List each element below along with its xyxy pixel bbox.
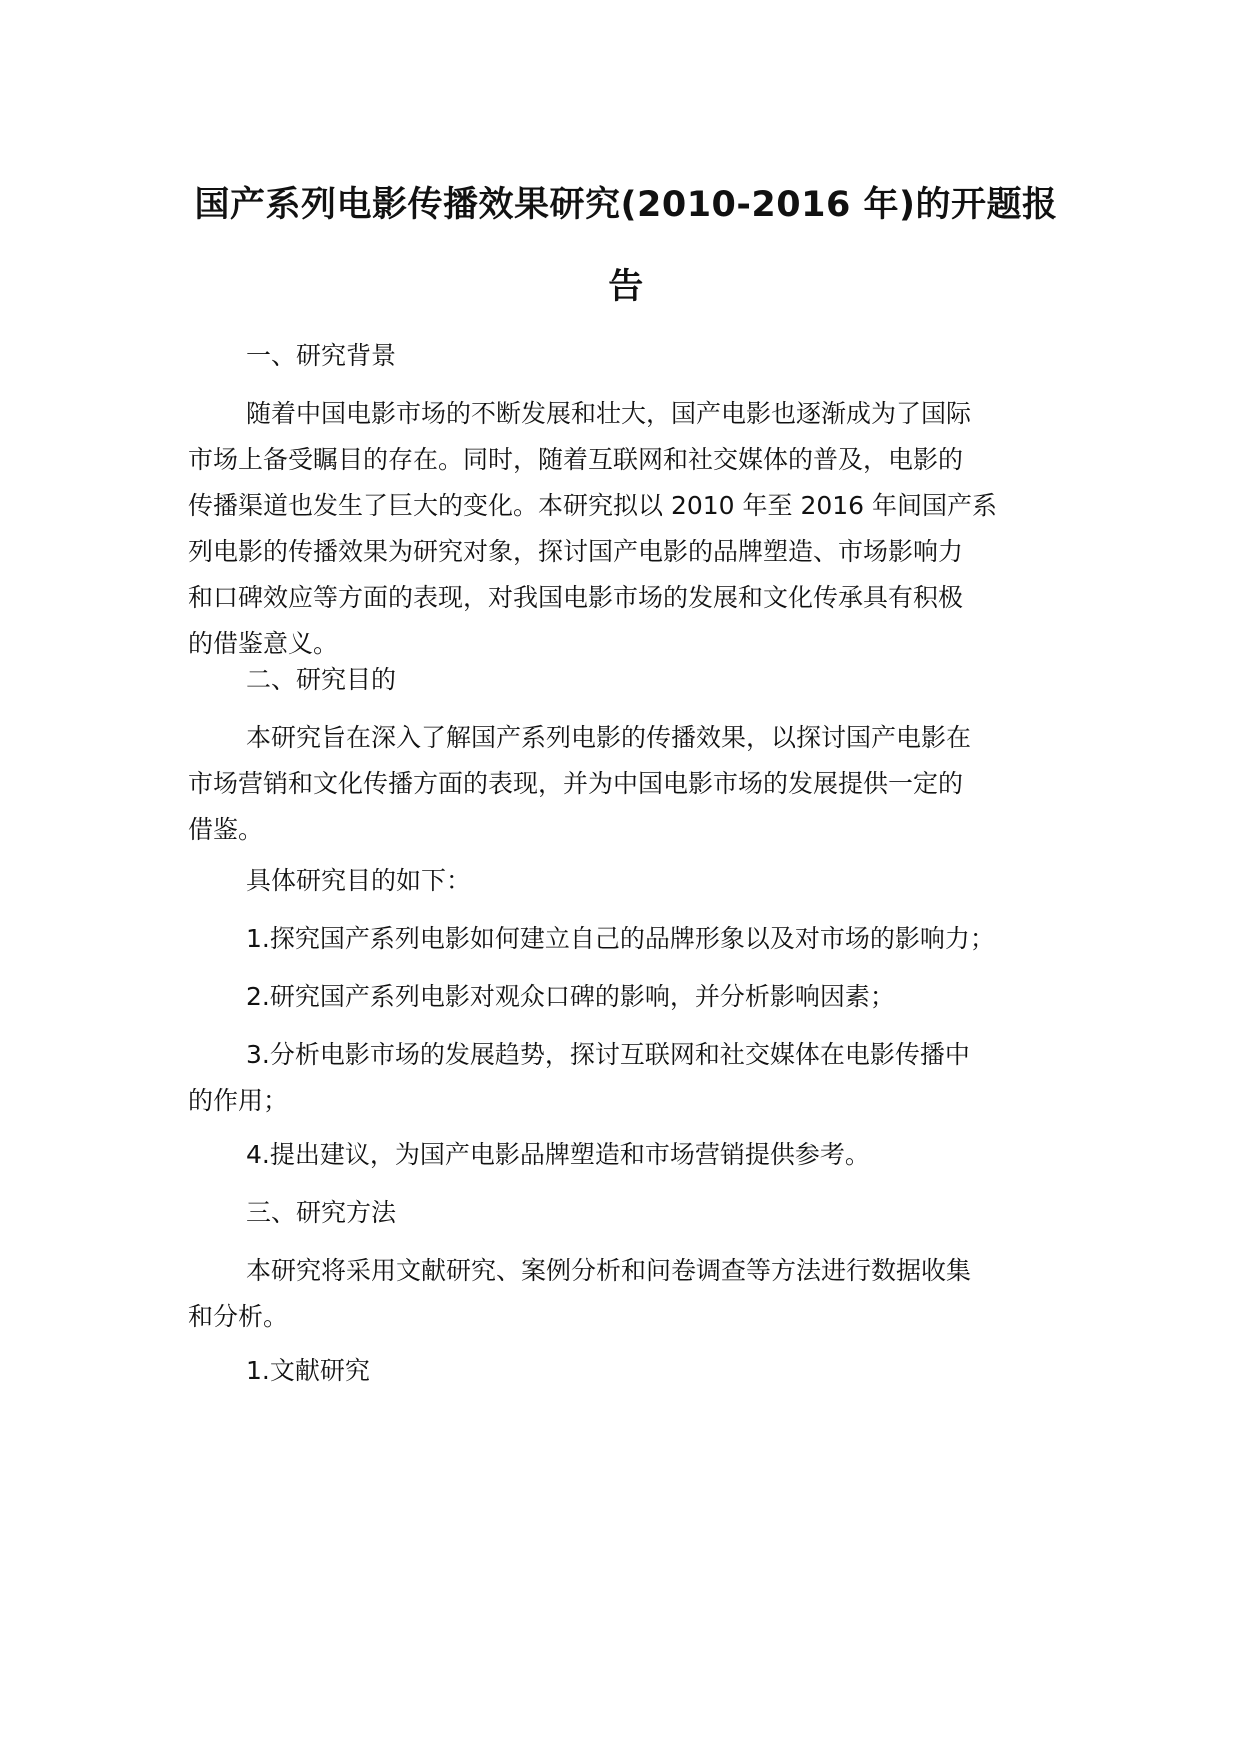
document-title-line-2: 告	[608, 267, 644, 307]
list-item-objective-1	[188, 916, 1078, 962]
section-heading-background	[188, 333, 1078, 379]
paragraph-line: 和口碑效应等方面的表现，对我国电影市场的发展和文化传承具有积极	[188, 583, 964, 612]
list-item-objective-3	[188, 1032, 1078, 1124]
section-heading-purpose	[188, 657, 1078, 703]
paragraph-line: 的作用；	[188, 1086, 289, 1115]
paragraph-objectives-intro	[188, 858, 1078, 904]
list-item-objective-4	[188, 1132, 1078, 1178]
paragraph-line: 列电影的传播效果为研究对象，探讨国产电影的品牌塑造、市场影响力	[188, 537, 964, 566]
heading-text: 1.文献研究	[246, 1356, 370, 1385]
paragraph-purpose	[188, 715, 1078, 853]
heading-text: 三、研究方法	[246, 1198, 397, 1227]
paragraph-line: 和分析。	[188, 1302, 289, 1331]
list-item-objective-2	[188, 974, 1078, 1020]
paragraph-line: 2.研究国产系列电影对观众口碑的影响，并分析影响因素；	[246, 982, 895, 1011]
document-title-line-1: 国产系列电影传播效果研究(2010-2016 年)的开题报	[194, 185, 1058, 225]
paragraph-line: 市场上备受瞩目的存在。同时，随着互联网和社交媒体的普及，电影的	[188, 445, 964, 474]
paragraph-line: 1.探究国产系列电影如何建立自己的品牌形象以及对市场的影响力；	[246, 924, 995, 953]
paragraph-line: 的借鉴意义。	[188, 629, 339, 658]
heading-text: 一、研究背景	[246, 341, 397, 370]
paragraph-line: 4.提出建议，为国产电影品牌塑造和市场营销提供参考。	[246, 1140, 870, 1169]
paragraph-line: 本研究将采用文献研究、案例分析和问卷调查等方法进行数据收集	[246, 1256, 972, 1285]
paragraph-line: 市场营销和文化传播方面的表现，并为中国电影市场的发展提供一定的	[188, 769, 964, 798]
section-heading-method	[188, 1190, 1078, 1236]
paragraph-method	[188, 1248, 1078, 1340]
subsection-heading-literature	[188, 1348, 1078, 1394]
paragraph-line: 借鉴。	[188, 815, 264, 844]
paragraph-line: 本研究旨在深入了解国产系列电影的传播效果，以探讨国产电影在	[246, 723, 972, 752]
paragraph-line: 传播渠道也发生了巨大的变化。本研究拟以 2010 年至 2016 年间国产系	[188, 491, 998, 520]
paragraph-line: 具体研究目的如下：	[246, 866, 472, 895]
paragraph-line: 随着中国电影市场的不断发展和壮大，国产电影也逐渐成为了国际	[246, 399, 972, 428]
paragraph-background	[188, 391, 1078, 667]
heading-text: 二、研究目的	[246, 665, 397, 694]
paragraph-line: 3.分析电影市场的发展趋势，探讨互联网和社交媒体在电影传播中	[246, 1040, 970, 1069]
